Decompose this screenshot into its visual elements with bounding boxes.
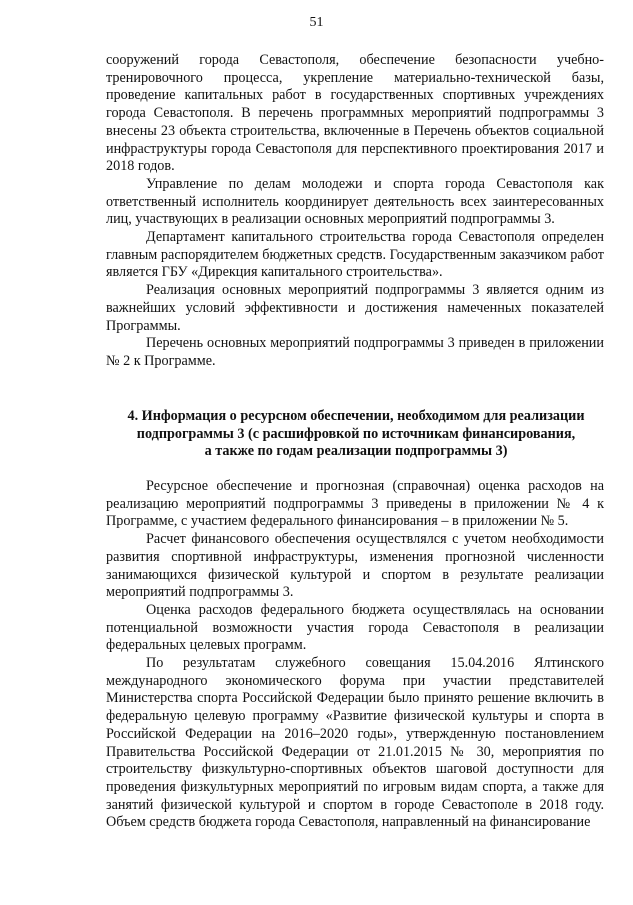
paragraph-meeting-results: По результатам служебного совещания 15.04.2016 Ялтинского международного экономического форума при участии представителей Министерства спорта Российской Федерации было принято решение включить в федеральную целевую программу «Развитие физической культуры и спорта в Российской Федерации на 2016–2020 годы», утвержденную постановлением Правительства Российской Федерации от 21.01.2015 № 30, мероприятия по строительству физкультурно-спортивных объектов шаговой доступности для проведения физкультурных мероприятий по игровым видам спорта, а также для занятий физической культурой и спортом в городе Севастополе в 2018 году. Объем средств бюджета города Севастополя, направленный на финансирование (106, 655, 604, 831)
section4-text (106, 478, 604, 832)
paragraph-continuation: сооружений города Севастополя, обеспечение безопасности учебно-тренировочного процесса, укрепление материально-технической базы, проведение капитальных работ в государственных спортивных учреждениях города Севастополя. В перечень программных мероприятий подпрограммы 3 внесены 23 объекта строительства, включенные в Перечень объектов социальной инфраструктуры города Севастополя для перспективного проектирования 2017 и 2018 годов. (106, 52, 604, 175)
paragraph-key-condition: Реализация основных мероприятий подпрограммы 3 является одним из важнейших условий эффективности и достижения намеченных показателей Программы. (106, 282, 604, 334)
section-before-text (106, 52, 604, 371)
paragraph-responsible-executor: Управление по делам молодежи и спорта города Севастополя как ответственный исполнитель координирует деятельность всех заинтересованных лиц, участвующих в реализации основных мероприятий подпрограммы 3. (106, 175, 604, 228)
paragraph-budget-manager: Департамент капитального строительства города Севастополя определен главным распорядителем бюджетных средств. Государственным заказчиком работ является ГБУ «Дирекция капитального строительства». (106, 229, 604, 281)
section-heading (96, 408, 616, 461)
section-heading-line: а также по годам реализации подпрограммы 3) (204, 443, 508, 460)
paragraph-resource-support: Ресурсное обеспечение и прогнозная (справочная) оценка расходов на реализацию мероприятий подпрограммы 3 приведены в приложении № 4 к Программе, с участием федерального финансирования – в приложении № 5. (106, 478, 604, 530)
page-number: 51 (309, 15, 324, 30)
paragraph-activities-list: Перечень основных мероприятий подпрограммы 3 приведен в приложении № 2 к Программе. (106, 335, 604, 369)
section-heading-line: подпрограммы 3 (с расшифровкой по источникам финансирования, (136, 425, 576, 442)
paragraph-financial-calculation: Расчет финансового обеспечения осуществлялся с учетом необходимости развития спортивной инфраструктуры, изменения прогнозной численности занимающихся физической культурой и спортом в результате реализации мероприятий подпрограммы 3. (106, 531, 604, 601)
paragraph-federal-budget-estimate: Оценка расходов федерального бюджета осуществлялась на основании потенциальной возможности участия города Севастополя в реализации федеральных целевых программ. (106, 601, 604, 654)
section-heading-line: 4. Информация о ресурсном обеспечении, необходимом для реализации (127, 408, 585, 424)
